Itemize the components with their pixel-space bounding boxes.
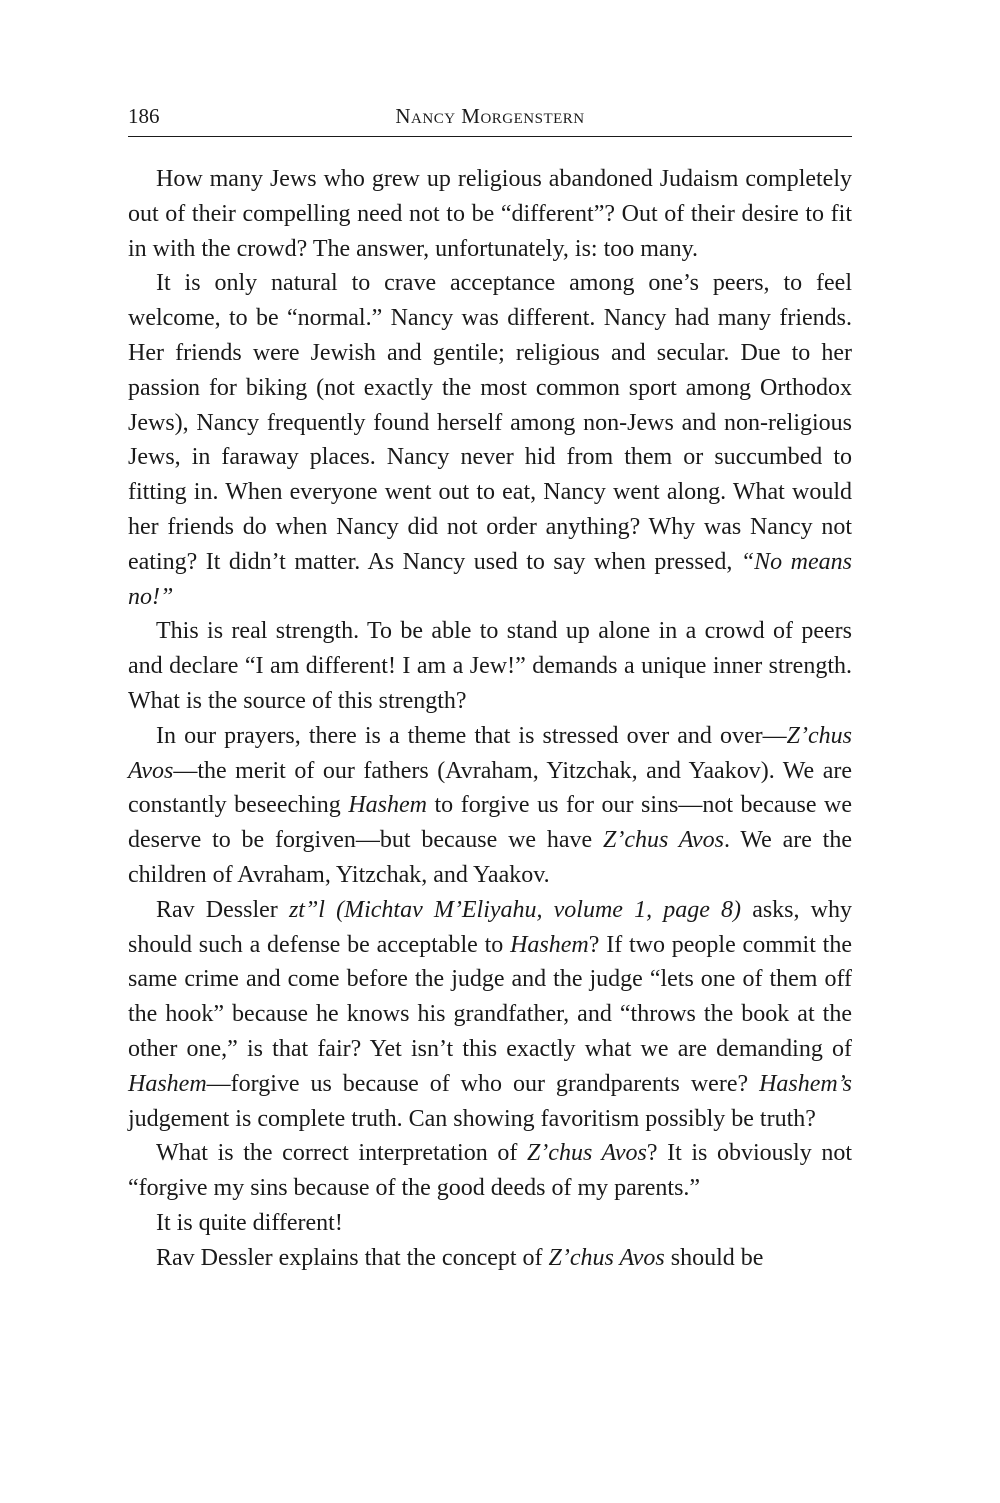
term-hashem: Hashem: [128, 1070, 207, 1097]
paragraph-5-text-c: asks, why should such a defense be acceptable to: [128, 896, 853, 958]
paragraph-4-text-c: —the merit of our fathers (Avraham, Yitzchak, and Yaakov). We are constantly beseeching: [128, 757, 852, 819]
paragraph-2: [128, 266, 852, 614]
paragraph-2-text: It is only natural to crave acceptance among one’s peers, to feel welcome, to be “normal.” Nancy was different. Nancy had many friends. Her friends were Jewish and gentile; religious and secular. Due to her passion for biking (not exactly the most common sport among Orthodox Jews), Nancy frequently found herself among non-Jews and non-religious Jews, in faraway places. Nancy never hid from them or succumbed to fitting in. When everyone went out to eat, Nancy went along. What would her friends do when Nancy did not order anything? Why was Nancy not eating? It didn’t matter. As Nancy used to say when pressed,: [128, 270, 852, 575]
paragraph-7: It is quite different!: [156, 1209, 343, 1236]
paragraph-8-text-c: should be: [664, 1244, 764, 1271]
term-zchus-avos: Z’chus Avos: [526, 1140, 647, 1167]
body-text: [128, 162, 852, 1276]
term-zchus-avos: Z’chus Avos: [548, 1244, 665, 1271]
paragraph-3: This is real strength. To be able to stand up alone in a crowd of peers and declare “I am different! I am a Jew!” demands a unique inner strength. What is the source of this strength?: [128, 618, 852, 714]
term-zchus-avos: Z’chus Avos: [128, 722, 852, 784]
paragraph-4: [128, 719, 852, 893]
header-rule: [128, 136, 852, 137]
citation: zt”l (Michtav M’Eliyahu, volume 1, page 8): [288, 896, 742, 923]
paragraph-4-text-g: . We are the children of Avraham, Yitzchak, and Yaakov.: [128, 827, 852, 888]
paragraph-5-text-a: Rav Dessler: [156, 896, 289, 923]
running-head: [128, 102, 852, 136]
term-hashems: Hashem’s: [759, 1070, 852, 1097]
paragraph-1: How many Jews who grew up religious abandoned Judaism completely out of their compelling need not to be “different”? Out of their desire to fit in with the crowd? The answer, unfortunately, is: too many.: [128, 166, 852, 262]
term-hashem: Hashem: [510, 931, 589, 958]
paragraph-6: [128, 1136, 852, 1206]
paragraph-8: [128, 1241, 852, 1276]
quote-no-means-no: “No means no!”: [128, 548, 852, 610]
running-head-title: Nancy Morgenstern: [395, 104, 585, 128]
paragraph-6-text-a: What is the correct interpretation of: [156, 1140, 527, 1167]
paragraph-5-text-g: —forgive us because of who our grandparents were?: [206, 1070, 760, 1097]
paragraph-5-text-e: ? If two people commit the same crime and come before the judge and the judge “lets one of them off the hook” because he knows his grandfather, and “throws the book at the other one,” is that fair? Yet isn’t this exactly what we are demanding of: [128, 931, 852, 1062]
paragraph-6-text-c: ? It is obviously not “forgive my sins because of the good deeds of my parents.”: [128, 1140, 852, 1202]
paragraph-4-text-e: to forgive us for our sins—not because we deserve to be forgiven—but because we have: [128, 792, 853, 854]
paragraph-5-text-i: judgement is complete truth. Can showing favoritism possibly be truth?: [128, 1105, 816, 1132]
term-zchus-avos: Z’chus Avos: [603, 827, 725, 854]
page-number: 186: [128, 104, 160, 128]
paragraph-5: [128, 893, 852, 1137]
term-hashem: Hashem: [348, 792, 427, 819]
paragraph-8-text-a: Rav Dessler explains that the concept of: [156, 1244, 549, 1271]
paragraph-4-text-a: In our prayers, there is a theme that is stressed over and over—: [156, 722, 787, 749]
